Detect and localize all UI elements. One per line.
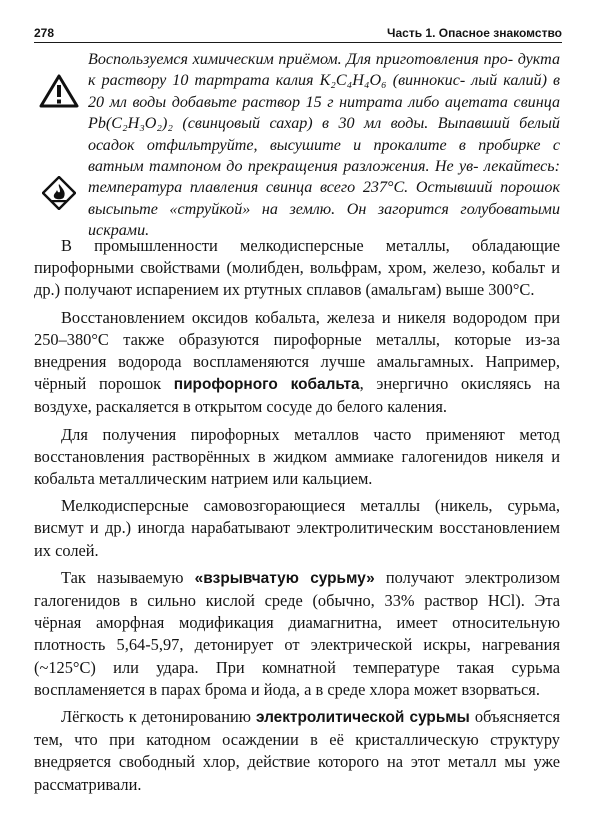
term-electrolytic-antimony: электролитической сурьмы	[255, 709, 470, 727]
term-explosive-antimony: «взрывчатую сурьму»	[194, 569, 375, 587]
paragraph: Мелкодисперсные самовозгорающиеся металлы (никель, сурьма, висмут и др.) иногда нарабатывают электролитическим восстановлением их солей.	[34, 496, 560, 560]
main-text	[34, 235, 560, 801]
paragraph: Лёгкость к детонированию электролитической сурьмы объясняется тем, что при катодном осаждении в её кристаллическую структуру внедряется свободный хлор, действие которого на этот металл мы уже рассматривали.	[34, 707, 560, 794]
paragraph: Так называемую «взрывчатую сурьму» получают электролизом галогенидов в сильно кислой среде (обычно, 33% раствор HCl). Эта чёрная аморфная модификация диамагнитна, имеет относительную плотность 5,64-5,97, детонирует от электрической искры, нагревания (~125°С) или удара. При комнатной температуре такая сурьма воспламеняется в парах брома и йода, а в среде хлора может взорваться.	[34, 567, 560, 699]
experiment-text: Воспользуемся химическим приёмом. Для приготовления про- дукта к раствору 10 тартрата калия K₂C₄H₄O₆ (виннокис- лый калий) в 20 мл воды добавьте раствор 15 г нитрата либо ацетата свинца Pb(C₂H₃O₂)₂ (свинцовый сахар) в 30 мл воды. Выпавший белый осадок отфильтруйте, высушите и прокалите в пробирке с ватным тампоном до прекращения разложения. Не ув- лекайтесь: температура плавления свинца всего 237°С. Остывший порошок высыпьте «струйкой» на землю. Он загорится голубоватыми искрами.	[88, 51, 561, 240]
term-pyrophoric-cobalt: пирофорного кобальта	[173, 376, 360, 394]
page-number: 278	[34, 26, 55, 40]
paragraph: Восстановлением оксидов кобальта, железа и никеля водородом при 250–380°С также образуются пирофорные металлы, которые из-за внедрения водорода воспламеняются лучше амальгамных. Например, чёрный порошок пирофорного кобальта, энергично окисляясь на воздухе, раскаляется в открытом сосуде до белого каления.	[34, 307, 560, 417]
running-title: Часть 1. Опасное знакомство	[387, 26, 562, 40]
experiment-block	[48, 49, 560, 242]
paragraph: Для получения пирофорных металлов часто применяют метод восстановления растворённых в жидком аммиаке галогенидов никеля и кобальта металлическим натрием или кальцием.	[34, 424, 560, 489]
paragraph: В промышленности мелкодисперсные металлы, обладающие пирофорными свойствами (молибден, вольфрам, хром, железо, кобальт и др.) получают испарением их ртутных сплавов (амальгам) выше 300°С.	[34, 236, 560, 300]
page-header	[34, 26, 562, 43]
